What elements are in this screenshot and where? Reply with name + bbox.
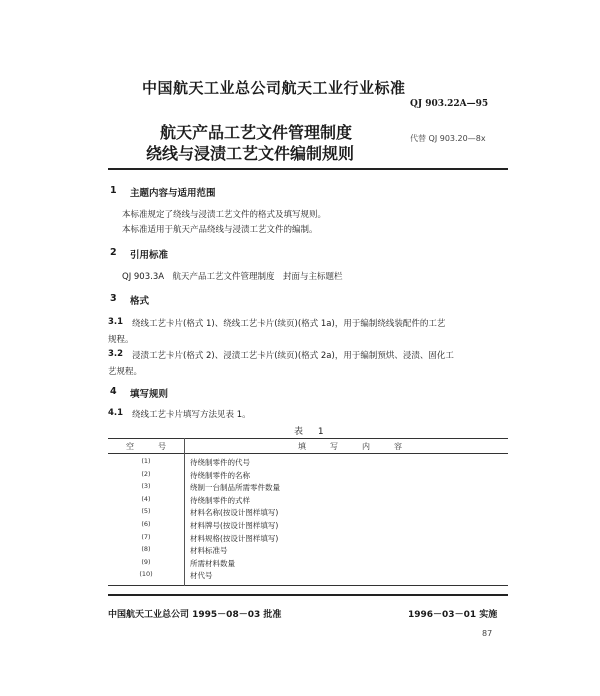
document-title-line-2: 绕线与浸渍工艺文件编制规则 — [146, 144, 355, 163]
table-row-content: 待绕制零件的代号 — [190, 458, 250, 467]
table-row-number: (4) — [141, 494, 151, 503]
document-title-line-1: 航天产品工艺文件管理制度 — [160, 123, 353, 142]
table-row-number: (5) — [141, 507, 151, 516]
fill-in-table — [108, 438, 508, 586]
table-row-number: (7) — [141, 532, 151, 541]
section-4-number: 4 — [110, 386, 117, 397]
issuing-organization: 中国航天工业总公司航天工业行业标准 — [142, 79, 406, 97]
table-row-number: (6) — [141, 520, 151, 528]
table-row-content: 材料名称(按设计图样填写) — [190, 508, 279, 518]
section-3-heading: 格式 — [130, 296, 150, 307]
section-3-number: 3 — [110, 293, 117, 304]
header-divider — [108, 168, 508, 170]
section-1-number: 1 — [110, 185, 117, 196]
table-column-divider — [184, 438, 185, 586]
table-row-content: 绕制一台制品所需零件数量 — [190, 483, 280, 493]
clause-4-1-number: 4.1 — [108, 408, 124, 418]
clause-3-1-text: 绕线工艺卡片(格式 1)、绕线工艺卡片(续页)(格式 1a)，用于编制绕线装配件的工艺 — [132, 319, 446, 329]
section-2-number: 2 — [110, 247, 117, 258]
table-row-number: (9) — [141, 557, 151, 566]
table-row-content: 材代号 — [190, 571, 213, 581]
table-top-rule — [108, 438, 508, 439]
footer-divider — [108, 594, 508, 596]
section-1-paragraph-2: 本标准适用于航天产品绕线与浸渍工艺文件的编制。 — [122, 225, 318, 235]
table-header-rule — [108, 453, 508, 454]
table-header-content: 填 写 内 容 — [298, 442, 410, 451]
section-2-heading: 引用标准 — [130, 250, 169, 261]
section-2-reference: QJ 903.3A 航天产品工艺文件管理制度 封面与主标题栏 — [122, 272, 343, 282]
table-row-content: 材料标准号 — [190, 546, 228, 556]
table-title: 表 1 — [294, 427, 330, 437]
table-row-number: (3) — [141, 482, 151, 491]
table-row-content: 待绕制零件的式样 — [190, 495, 250, 505]
table-row-content: 材料规格(按设计图样填写) — [190, 533, 279, 543]
table-row-number: (1) — [141, 457, 151, 465]
clause-3-1-number: 3.1 — [108, 317, 124, 327]
section-1-paragraph-1: 本标准规定了绕线与浸渍工艺文件的格式及填写规则。 — [122, 210, 327, 220]
clause-3-1-text-cont: 规程。 — [108, 335, 134, 345]
effective-date: 1996－03－01 实施 — [408, 610, 498, 620]
table-header-number: 空 号 — [126, 442, 174, 451]
table-bottom-rule — [108, 585, 508, 586]
table-row-number: (8) — [141, 545, 151, 554]
table-row-content: 所需材料数量 — [190, 558, 235, 568]
clause-3-2-text: 浸渍工艺卡片(格式 2)、浸渍工艺卡片(续页)(格式 2a)，用于编制预烘、浸渍、固化工 — [132, 351, 454, 361]
table-row-content: 待绕制零件的名称 — [190, 470, 250, 480]
clause-3-2-number: 3.2 — [108, 349, 124, 359]
table-row-content: 材料牌号(按设计图样填写) — [190, 521, 279, 530]
section-4-heading: 填写规则 — [130, 389, 169, 400]
table-row-number: (2) — [141, 469, 151, 478]
replaces-standard: 代替 QJ 903.20—8x — [410, 134, 486, 143]
approval-line: 中国航天工业总公司 1995－08－03 批准 — [108, 610, 282, 620]
page-number: 87 — [482, 629, 493, 638]
standard-code: QJ 903.22A—95 — [410, 99, 489, 109]
clause-4-1-text: 绕线工艺卡片填写方法见表 1。 — [132, 410, 251, 420]
clause-3-2-text-cont: 艺规程。 — [108, 367, 143, 377]
section-1-heading: 主题内容与适用范围 — [130, 188, 216, 199]
table-row-number: (10) — [139, 570, 153, 579]
